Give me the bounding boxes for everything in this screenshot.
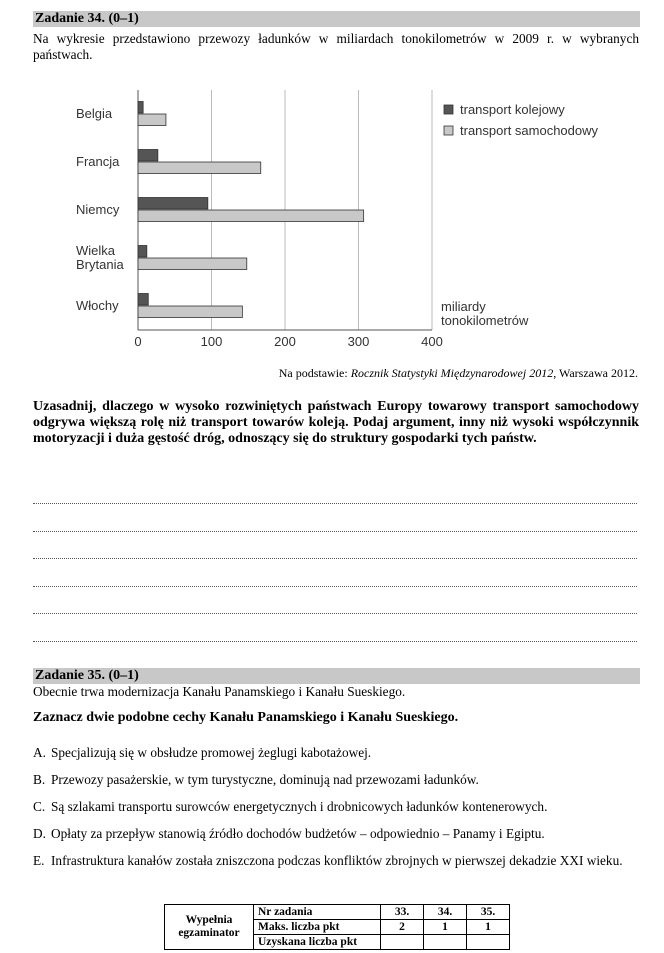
unit-label: tonokilometrów: [441, 313, 529, 328]
legend-swatch: [444, 105, 453, 114]
option-text: Specjalizują się w obsłudze promowej żeglugi kabotażowej.: [51, 745, 372, 760]
task34-title: Zadanie 34. (0–1): [33, 11, 640, 27]
task34-intro: Na wykresie przedstawiono przewozy ładunków w miliardach tonokilometrów w 2009 r. w wybranych państwach.: [33, 31, 639, 62]
x-tick-label: 300: [347, 334, 370, 349]
category-label: Niemcy: [76, 202, 120, 217]
task-number: 35.: [467, 905, 510, 920]
x-tick-label: 200: [274, 334, 296, 349]
source-prefix: Na podstawie:: [278, 366, 351, 380]
answer-line[interactable]: [33, 531, 637, 532]
answer-line[interactable]: [33, 641, 637, 642]
option-letter: A.: [33, 745, 46, 760]
bar-road: [138, 306, 242, 318]
option-text: Infrastruktura kanałów została zniszczona podczas konfliktów zbrojnych w pierwszej dekadzie XXI wieku.: [51, 853, 623, 868]
bar-rail: [138, 150, 158, 162]
chart-source: [33, 365, 638, 381]
row-got-label: Uzyskana liczba pkt: [254, 935, 381, 950]
answer-line[interactable]: [33, 613, 637, 614]
task35-instruction: Zaznacz dwie podobne cechy Kanału Panamskiego i Kanału Sueskiego.: [33, 710, 459, 725]
task35-intro: Obecnie trwa modernizacja Kanału Panamskiego i Kanału Sueskiego.: [33, 684, 406, 699]
cargo-bar-chart: [0, 80, 664, 380]
x-tick-label: 400: [421, 334, 443, 349]
answer-line[interactable]: [33, 586, 637, 587]
x-tick-label: 0: [134, 334, 142, 349]
bar-rail: [138, 294, 148, 306]
category-label: Francja: [76, 154, 120, 169]
bar-rail: [138, 198, 208, 210]
score-input-cell[interactable]: [381, 935, 424, 950]
legend-swatch: [444, 126, 453, 135]
option-letter: B.: [33, 772, 46, 787]
task35-title: Zadanie 35. (0–1): [33, 668, 640, 684]
bar-road: [138, 210, 364, 222]
score-input-cell[interactable]: [467, 935, 510, 950]
legend-label: transport samochodowy: [460, 123, 599, 138]
task-number: 34.: [424, 905, 467, 920]
bar-rail: [138, 102, 143, 114]
category-label: Belgia: [76, 106, 113, 121]
task-number: 33.: [381, 905, 424, 920]
max-points: 2: [381, 920, 424, 935]
option-a[interactable]: [33, 745, 639, 761]
legend-label: transport kolejowy: [460, 102, 565, 117]
category-label: Wielka: [76, 243, 116, 258]
bar-road: [138, 258, 247, 270]
option-e[interactable]: [33, 853, 639, 869]
bar-road: [138, 114, 166, 126]
answer-line[interactable]: [33, 558, 637, 559]
answer-line[interactable]: [33, 503, 637, 504]
max-points: 1: [424, 920, 467, 935]
category-label: Brytania: [76, 257, 124, 272]
option-letter: C.: [33, 799, 46, 814]
score-input-cell[interactable]: [424, 935, 467, 950]
option-b[interactable]: [33, 772, 639, 788]
task34-question: Uzasadnij, dlaczego w wysoko rozwiniętych państwach Europy towarowy transport samochodowy odgrywa większą rolę niż transport towarów koleją. Podaj argument, inny niż wysoki współczynnik motoryzacji i duża gęstość dróg, odnoszący się do struktury gospodarki tych państw.: [33, 399, 639, 446]
max-points: 1: [467, 920, 510, 935]
option-text: Przewozy pasażerskie, w tym turystyczne, dominują nad przewozami ładunków.: [51, 772, 479, 787]
bar-road: [138, 162, 261, 174]
category-label: Włochy: [76, 298, 119, 313]
x-tick-label: 100: [200, 334, 223, 349]
source-title: Rocznik Statystyki Międzynarodowej 2012: [350, 366, 554, 380]
option-letter: D.: [33, 826, 46, 841]
row-task-label: Nr zadania: [254, 905, 381, 920]
option-letter: E.: [33, 853, 45, 868]
bar-rail: [138, 246, 147, 258]
option-d[interactable]: [33, 826, 639, 842]
row-max-label: Maks. liczba pkt: [254, 920, 381, 935]
score-table: [164, 904, 510, 950]
option-c[interactable]: [33, 799, 639, 815]
filler-label: Wypełnia egzaminator: [165, 905, 254, 950]
unit-label: miliardy: [441, 299, 486, 314]
option-text: Opłaty za przepływ stanowią źródło dochodów budżetów – odpowiednio – Panamy i Egiptu.: [51, 826, 545, 841]
option-text: Są szlakami transportu surowców energetycznych i drobnicowych ładunków kontenerowych.: [51, 799, 548, 814]
source-suffix: , Warszawa 2012.: [553, 366, 638, 380]
